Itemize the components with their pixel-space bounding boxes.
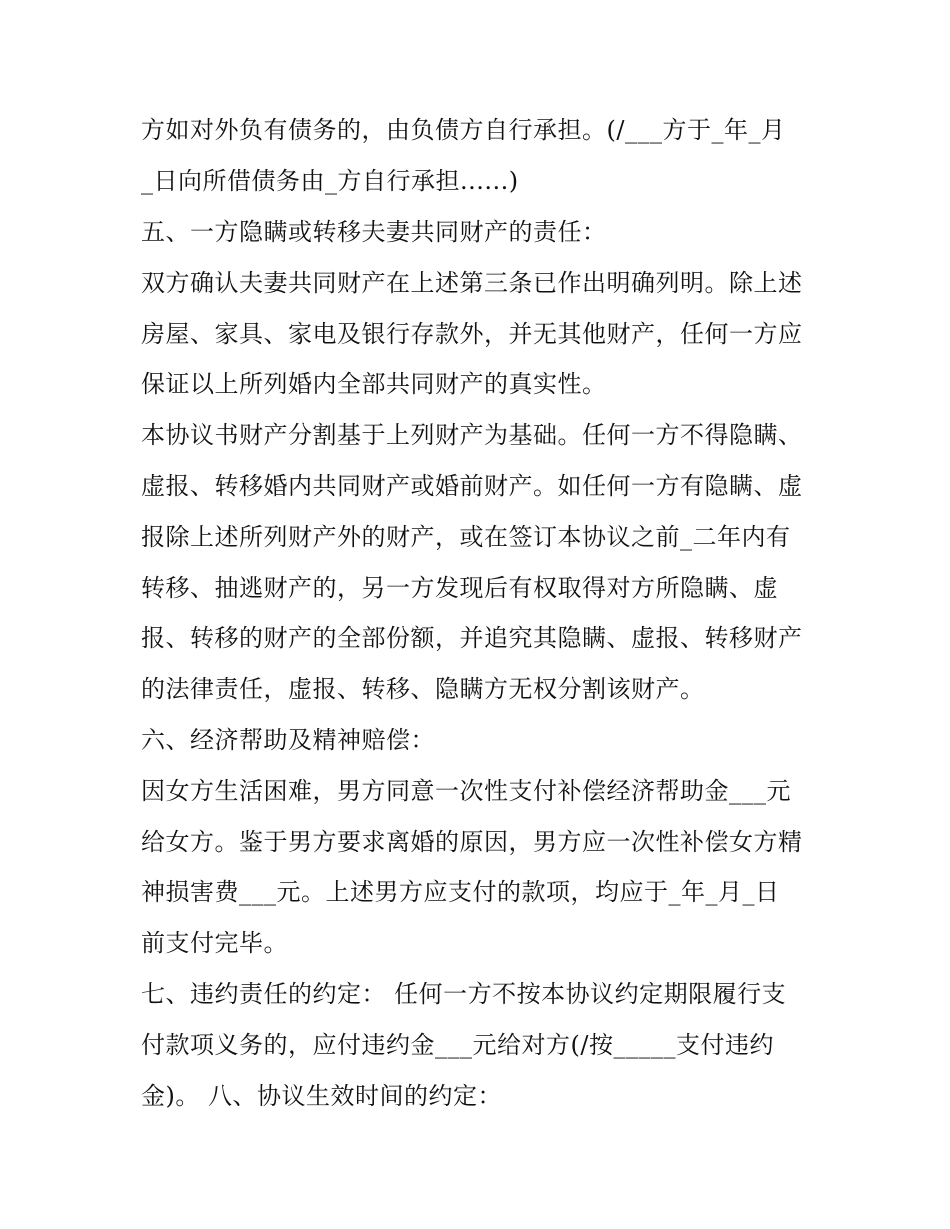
text-line: 双方确认夫妻共同财产在上述第三条已作出明确列明。除上述 [141,269,803,297]
text-line: 因女方生活困难，男方同意一次性支付补偿经济帮助金___元 [141,777,791,805]
text-line: 保证以上所列婚内全部共同财产的真实性。 [141,370,607,398]
text-line: 房屋、家具、家电及银行存款外，并无其他财产，任何一方应 [141,320,803,348]
text-line: 虚报、转移婚内共同财产或婚前财产。如任何一方有隐瞒、虚 [141,472,803,500]
text-line: 转移、抽逃财产的，另一方发现后有权取得对方所隐瞒、虚 [141,574,778,602]
text-line: 本协议书财产分割基于上列财产为基础。任何一方不得隐瞒、 [141,421,803,449]
text-line: 报除上述所列财产外的财产，或在签订本协议之前_二年内有 [141,523,791,551]
text-line: 金)。 八、协议生效时间的约定： [141,1082,502,1110]
text-line: 的法律责任，虚报、转移、隐瞒方无权分割该财产。 [141,675,705,703]
text-line: 神损害费___元。上述男方应支付的款项，均应于_年_月_日 [141,878,780,906]
text-line: 付款项义务的，应付违约金___元给对方(/按_____支付违约 [141,1031,774,1059]
section-heading: 六、经济帮助及精神赔偿： [141,726,435,754]
text-line: 方如对外负有债务的，由负债方自行承担。(/___方于_年_月 [141,116,786,144]
text-line: 给女方。鉴于男方要求离婚的原因，男方应一次性补偿女方精 [141,828,803,856]
text-line: 报、转移的财产的全部份额，并追究其隐瞒、虚报、转移财产 [141,624,803,652]
section-heading: 七、违约责任的约定： 任何一方不按本协议约定期限履行支 [141,980,787,1008]
text-line: _日向所借债务由_方自行承担......) [141,167,519,195]
text-line: 前支付完毕。 [141,929,288,957]
section-heading: 五、一方隐瞒或转移夫妻共同财产的责任： [141,218,607,246]
